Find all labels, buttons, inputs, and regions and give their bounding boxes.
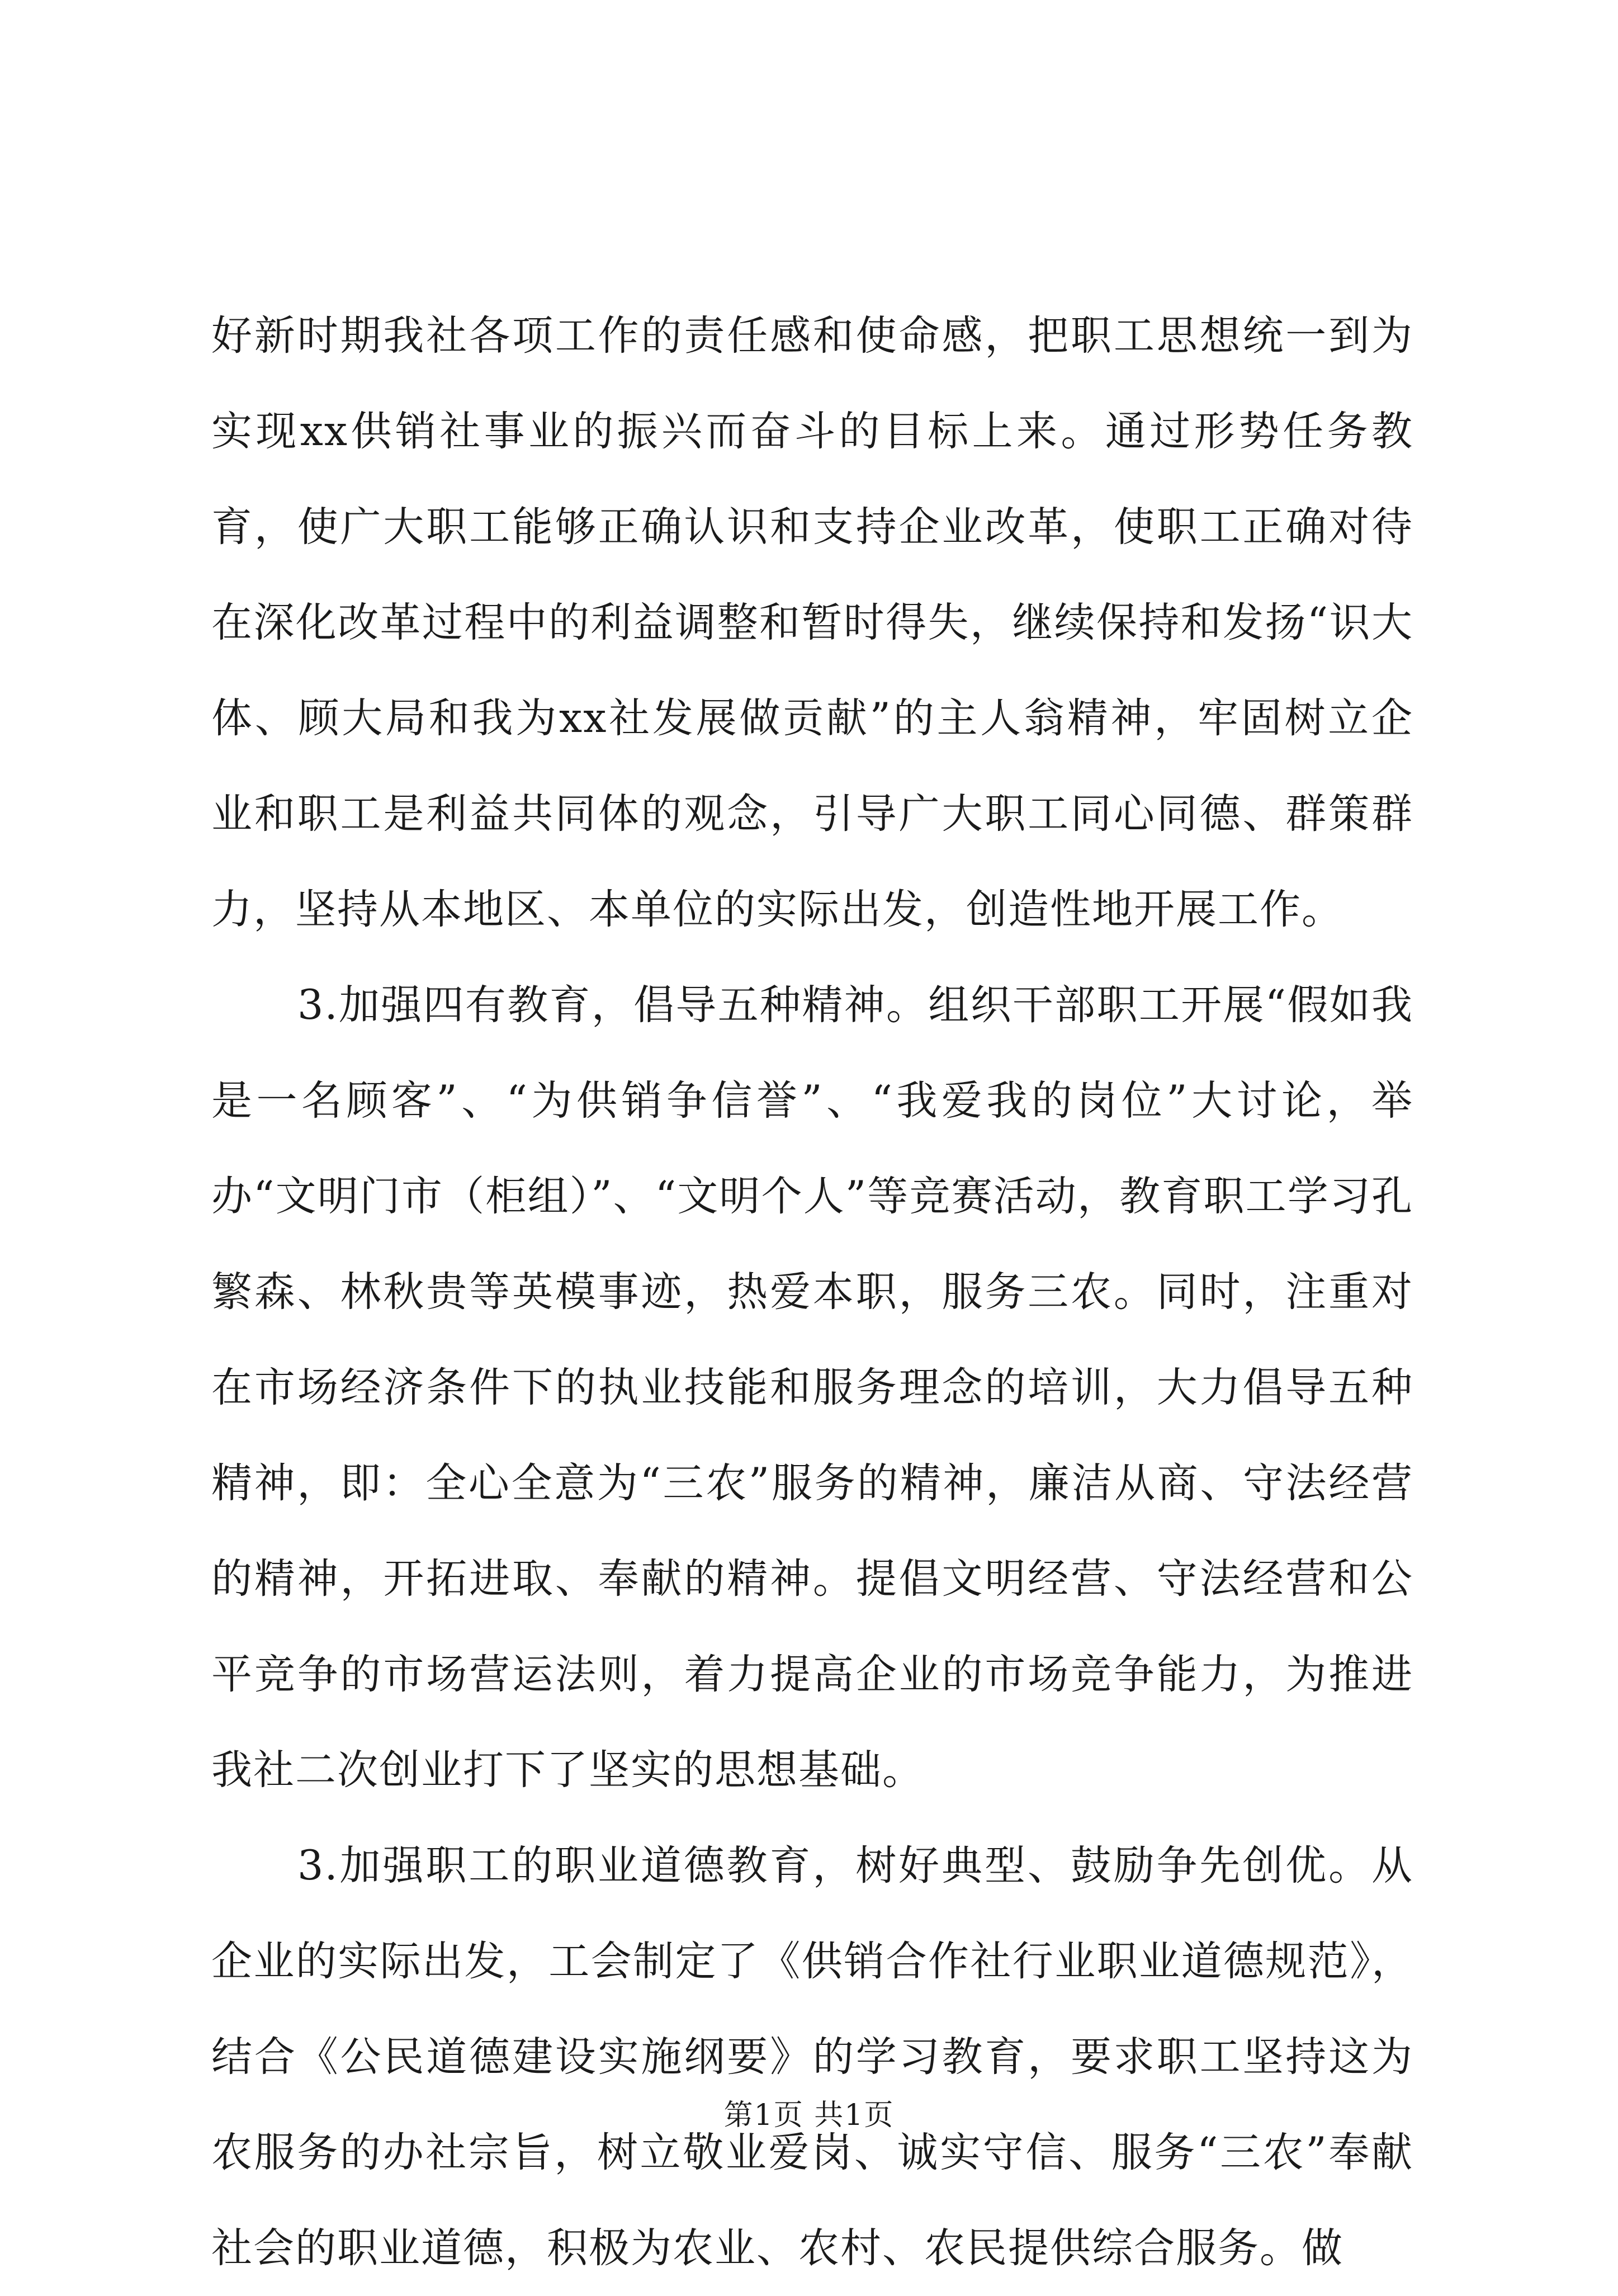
paragraph-3: 3.加强职工的职业道德教育，树好典型、鼓励争先创优。从企业的实际出发，工会制定了《供销合作社行业职业道德规范》，结合《公民道德建设实施纲要》的学习教育，要求职工坚持这为农服务的办社宗旨，树立敬业爱岗、诚实守信、服务“三农”奉献社会的职业道德，积极为农业、农村、农民提供综合服务。做	[211, 1842, 1413, 2272]
page-footer: 第1页 共1页	[723, 2099, 895, 2132]
paragraph-1: 好新时期我社各项工作的责任感和使命感，把职工思想统一到为实现xx供销社事业的振兴而奋斗的目标上来。通过形势任务教育，使广大职工能够正确认识和支持企业改革，使职工正确对待在深化改革过程中的利益调整和暂时得失，继续保持和发扬“识大体、顾大局和我为xx社发展做贡献”的主人翁精神，牢固树立企业和职工是利益共同体的观念，引导广大职工同心同德、群策群力，坚持从本地区、本单位的实际出发，创造性地开展工作。	[211, 312, 1413, 933]
document-body	[211, 288, 1413, 2296]
paragraph-2: 3.加强四有教育，倡导五种精神。组织干部职工开展“假如我是一名顾客”、“为供销争信誉”、“我爱我的岗位”大讨论，举办“文明门市（柜组）”、“文明个人”等竞赛活动，教育职工学习孔繁森、林秋贵等英模事迹，热爱本职，服务三农。同时，注重对在市场经济条件下的执业技能和服务理念的培训，大力倡导五种精神，即：全心全意为“三农”服务的精神，廉洁从商、守法经营的精神，开拓进取、奉献的精神。提倡文明经营、守法经营和公平竞争的市场营运法则，着力提高企业的市场竞争能力，为推进我社二次创业打下了坚实的思想基础。	[211, 981, 1413, 1794]
